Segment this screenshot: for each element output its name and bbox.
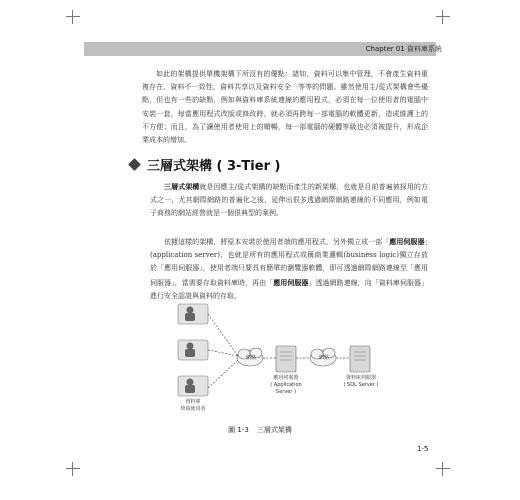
- link-user1-internet: [208, 314, 238, 356]
- figure-title: 三層式架構: [256, 426, 292, 434]
- crop-mark-bottom-right: [436, 462, 450, 476]
- paragraph-intro: 如此的架構提供單機架構下所沒有的優點：諸如，資料可以集中管理，不會產生資料重複存在、資料不一致性，資料共享以及資料安全⋯等等的問題。雖然使用主/從式架構會些優點，但也有一些的缺點，例如與資料庫系統連線的應用程式，必須在每一位使用者的電腦中安裝一套，每當應用程式改版或修改時，就必須再跨每一部電腦的軟體更新，造成維護上的不方便；而且，為了讓使用者使用上的順暢，每一部電腦的硬體等級也必須被提升，形成企業成本的增加。: [142, 70, 428, 145]
- term-app-server: 應用伺服器: [389, 237, 425, 246]
- end-users-name: 資料庫: [185, 399, 201, 405]
- app-server-name: 應用伺服器: [273, 375, 299, 381]
- term-3tier: 三層式架構: [164, 182, 200, 191]
- section-title: 三層式架構 ( 3-Tier ): [147, 159, 281, 174]
- crop-mark-top-right: [436, 10, 450, 24]
- db-server-label: [338, 375, 384, 389]
- link-user3-internet: [208, 360, 238, 388]
- db-server-name: 資料庫伺服器: [345, 375, 376, 381]
- internet-label-right: 網路: [318, 355, 329, 361]
- figure-number: 圖 1-3: [228, 426, 249, 434]
- internet-label-left: 網路: [245, 355, 256, 361]
- section-heading: [130, 155, 280, 174]
- chapter-number: Chapter 01: [365, 45, 405, 53]
- end-users-label: [170, 399, 216, 413]
- user-workstation-icon-1: [178, 304, 208, 324]
- db-server-sub: ( SQL Server ): [343, 382, 379, 388]
- paragraph-3tier-text: 就是因應主/從式架構的缺點而產生的新架構，也就是目前普遍被採用的方式之一，尤其網際網路的普遍化之後，延伸出很多透過網際網路連線的不同應用，例如電子商務的網站經營就是一個很典型的案例。: [150, 183, 429, 218]
- chapter-title: 資料庫系統: [407, 45, 442, 53]
- three-tier-diagram: [168, 298, 398, 416]
- link-user2-internet: [208, 350, 238, 356]
- app-server-icon: [276, 346, 296, 372]
- paragraph-3tier-detail: [150, 235, 428, 303]
- app-server-sub: ( Application Server ): [270, 382, 302, 395]
- term-app-server: 應用伺服器: [273, 277, 309, 287]
- app-server-label: [263, 375, 309, 396]
- end-users-sub: 終端使用者: [180, 406, 206, 412]
- paragraph-text-part: 依據這樣的架構，將原本安裝於使用者端的應用程式，另外獨立成一部「: [164, 238, 390, 246]
- figure-caption: [0, 425, 520, 435]
- paragraph-text-part: 」透過網路連線，向「資料庫伺服器」進行安全認證與資料的存取。: [150, 278, 429, 300]
- crop-mark-top-left: [66, 10, 80, 24]
- diamond-bullet-icon: [128, 158, 141, 171]
- paragraph-text-part: 」(application server)，也就是所有的應用程式或稱商業邏輯(business logic)獨立存放於「應用伺服器」，使用者端只要具有簡單的瀏覽器軟體，即可透過網際網路連線至「應用伺服器」，當需要存取資料庫時，再由「: [150, 238, 428, 287]
- user-workstation-icon-3: [178, 376, 208, 396]
- db-server-icon: [350, 346, 370, 372]
- crop-mark-bottom-left: [66, 462, 80, 476]
- paragraph-3tier-definition: [150, 180, 428, 221]
- page-number: 1-5: [417, 445, 429, 453]
- chapter-header: [366, 43, 442, 55]
- user-workstation-icon-2: [178, 340, 208, 360]
